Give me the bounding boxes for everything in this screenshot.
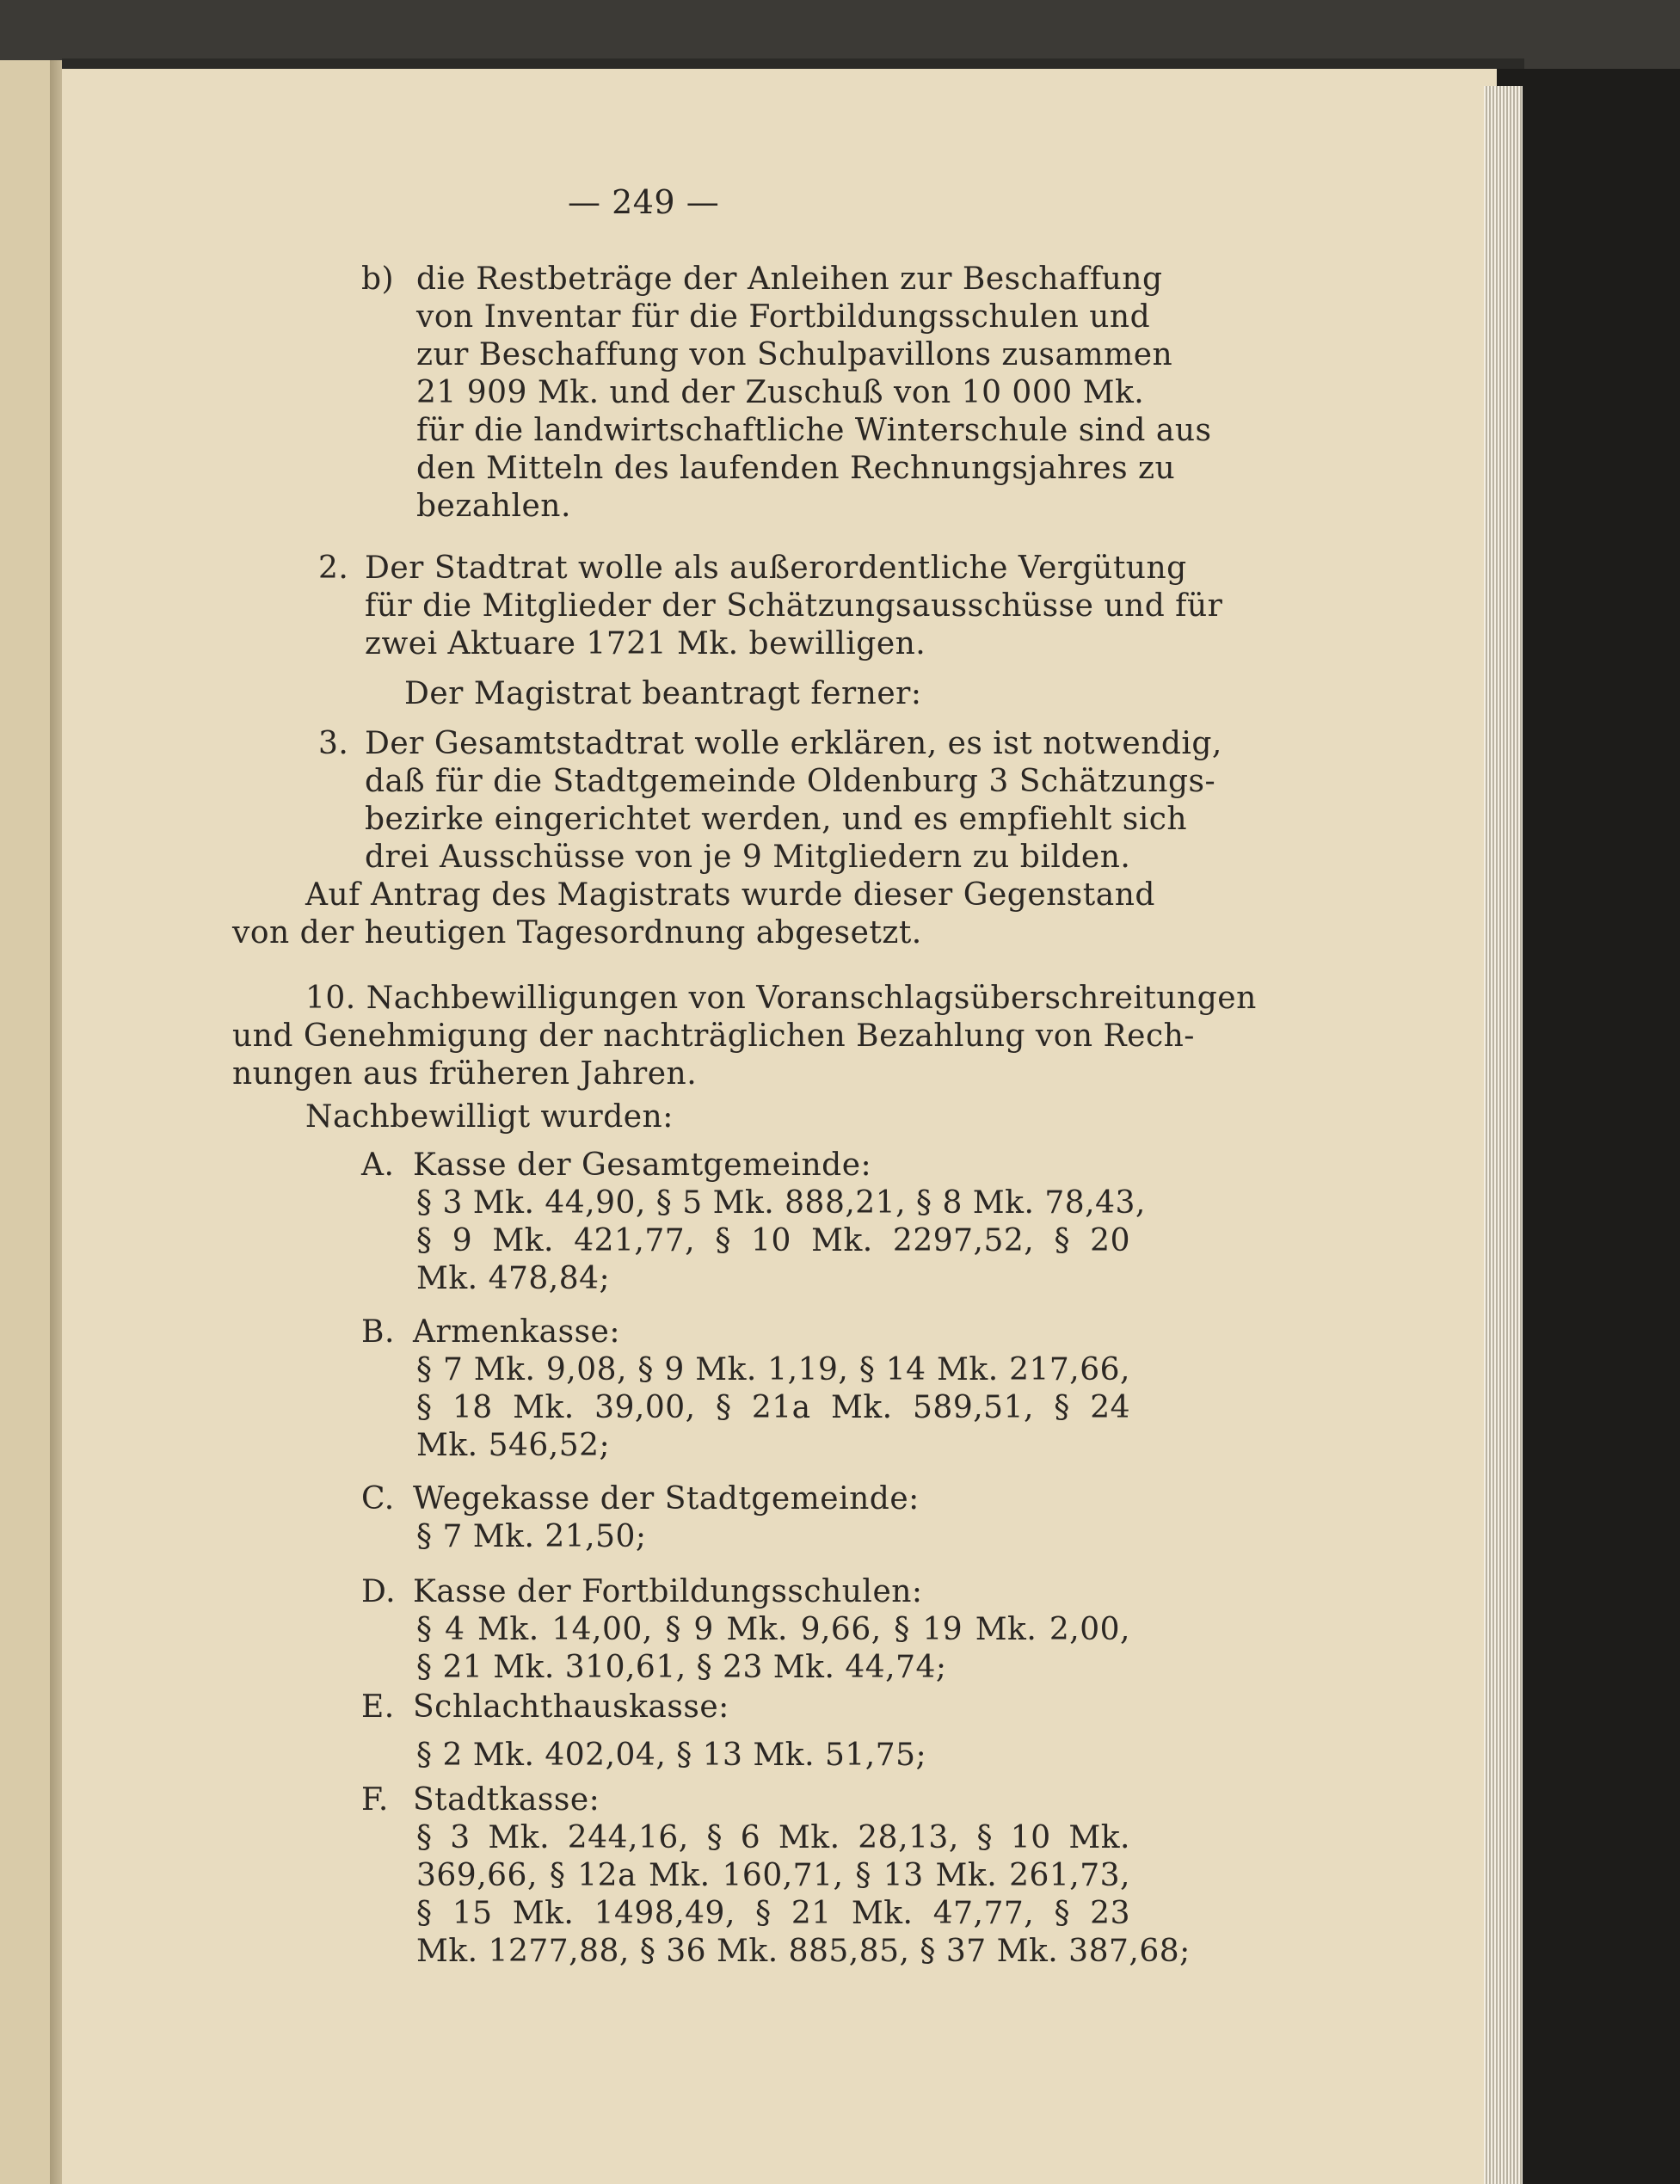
kasse-b-line: § 18 Mk. 39,00, § 21a Mk. 589,51, § 24 [416, 1390, 1130, 1425]
item-b-line: bezahlen. [416, 489, 571, 524]
kasse-c-title: Wegekasse der Stadtgemeinde: [413, 1481, 920, 1516]
kasse-f-label: F. [361, 1782, 389, 1818]
kasse-b-line: § 7 Mk. 9,08, § 9 Mk. 1,19, § 14 Mk. 217,66, [416, 1352, 1130, 1387]
kasse-f-line: § 3 Mk. 244,16, § 6 Mk. 28,13, § 10 Mk. [416, 1820, 1130, 1855]
kasse-e-title: Schlachthauskasse: [413, 1689, 729, 1725]
kasse-e-line: § 2 Mk. 402,04, § 13 Mk. 51,75; [416, 1738, 927, 1773]
item-b-line: 21 909 Mk. und der Zuschuß von 10 000 Mk. [416, 375, 1145, 410]
item-b-line: zur Beschaffung von Schulpavillons zusammen [416, 337, 1173, 372]
item-b-line: die Restbeträge der Anleihen zur Beschaffung [416, 261, 1163, 297]
kasse-d-line: § 21 Mk. 310,61, § 23 Mk. 44,74; [416, 1650, 947, 1685]
kasse-c-label: C. [361, 1481, 395, 1516]
antrag-line: Auf Antrag des Magistrats wurde dieser Gegenstand [305, 877, 1155, 913]
kasse-f-title: Stadtkasse: [413, 1782, 600, 1818]
kasse-a-label: A. [361, 1147, 395, 1183]
item-b-label: b) [361, 261, 395, 297]
page-edges [1484, 86, 1523, 2184]
item-b-line: den Mitteln des laufenden Rechnungsjahres zu [416, 451, 1176, 486]
nachbewilligt-line: Nachbewilligt wurden: [305, 1099, 674, 1135]
kasse-b-title: Armenkasse: [413, 1314, 620, 1350]
kasse-e-label: E. [361, 1689, 395, 1725]
magistrat-line: Der Magistrat beantragt ferner: [404, 676, 922, 711]
item-3-label: 3. [318, 726, 349, 761]
kasse-c-line: § 7 Mk. 21,50; [416, 1519, 647, 1554]
item-3-line: Der Gesamtstadtrat wolle erklären, es ist notwendig, [365, 726, 1222, 761]
item-2-label: 2. [318, 551, 349, 586]
book-cover-right [1497, 69, 1680, 2184]
kasse-f-line: 369,66, § 12a Mk. 160,71, § 13 Mk. 261,73, [416, 1858, 1130, 1893]
section-10-line: und Genehmigung der nachträglichen Bezahlung von Rech- [232, 1018, 1195, 1054]
kasse-f-line: § 15 Mk. 1498,49, § 21 Mk. 47,77, § 23 [416, 1896, 1130, 1931]
kasse-d-label: D. [361, 1574, 397, 1609]
kasse-a-line: Mk. 478,84; [416, 1261, 611, 1296]
section-10-line: 10. Nachbewilligungen von Voranschlagsüberschreitungen [305, 981, 1257, 1016]
page-header: — 249 — [568, 183, 720, 221]
kasse-d-line: § 4 Mk. 14,00, § 9 Mk. 9,66, § 19 Mk. 2,00, [416, 1612, 1130, 1647]
kasse-f-line: Mk. 1277,88, § 36 Mk. 885,85, § 37 Mk. 387,68; [416, 1934, 1191, 1969]
item-3-line: drei Ausschüsse von je 9 Mitgliedern zu bilden. [365, 840, 1131, 875]
kasse-a-line: § 3 Mk. 44,90, § 5 Mk. 888,21, § 8 Mk. 78,43, [416, 1185, 1146, 1221]
kasse-b-line: Mk. 546,52; [416, 1428, 611, 1463]
item-2-line: für die Mitglieder der Schätzungsausschüsse und für [365, 588, 1223, 624]
section-10-line: nungen aus früheren Jahren. [232, 1056, 698, 1092]
item-b-line: für die landwirtschaftliche Winterschule sind aus [416, 413, 1212, 448]
kasse-a-line: § 9 Mk. 421,77, § 10 Mk. 2297,52, § 20 [416, 1223, 1130, 1258]
antrag-line: von der heutigen Tagesordnung abgesetzt. [232, 915, 922, 951]
item-2-line: zwei Aktuare 1721 Mk. bewilligen. [365, 626, 926, 661]
item-3-line: bezirke eingerichtet werden, und es empfiehlt sich [365, 802, 1188, 837]
item-2-line: Der Stadtrat wolle als außerordentliche Vergütung [365, 551, 1187, 586]
kasse-d-title: Kasse der Fortbildungsschulen: [413, 1574, 923, 1609]
item-3-line: daß für die Stadtgemeinde Oldenburg 3 Schätzungs- [365, 764, 1216, 799]
kasse-a-title: Kasse der Gesamtgemeinde: [413, 1147, 872, 1183]
item-b-line: von Inventar für die Fortbildungsschulen und [416, 299, 1151, 335]
kasse-b-label: B. [361, 1314, 395, 1350]
